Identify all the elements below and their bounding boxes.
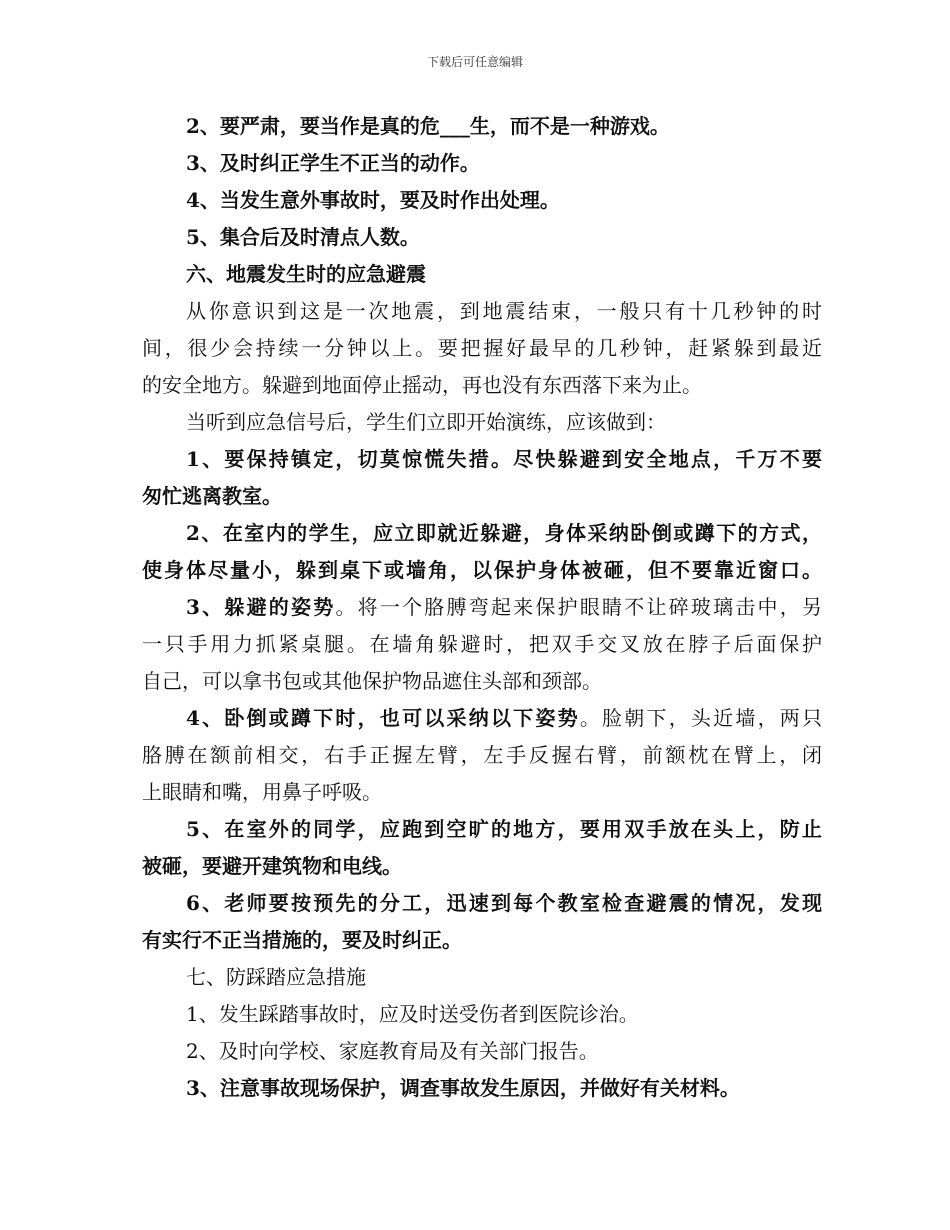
text-segment: 上眼睛和嘴，用鼻子呼吸。	[142, 780, 382, 804]
text-line	[142, 552, 822, 589]
text-segment: 2、要严肃，要当作是真的危___生，而不是一种游戏。	[186, 114, 670, 138]
text-segment: 。将一个胳膊弯起来保护眼睛不让碎玻璃击中，另	[335, 595, 822, 619]
text-line	[142, 811, 822, 848]
page-header: 下载后可任意编辑	[426, 55, 523, 69]
text-segment: 2、及时向学校、家庭教育局及有关部门报告。	[186, 1039, 599, 1063]
text-line	[142, 1070, 822, 1107]
text-segment: 4、卧倒或蹲下时，也可以采纳以下姿势	[186, 706, 580, 730]
text-segment: 从你意识到这是一次地震，到地震结束，一般只有十几秒钟的时	[186, 299, 822, 323]
text-line	[142, 219, 822, 256]
text-line	[142, 996, 822, 1033]
text-line	[142, 589, 822, 626]
text-segment: 3、及时纠正学生不正当的动作。	[186, 151, 480, 175]
text-segment: 3、注意事故现场保护，调查事故发生原因，并做好有关材料。	[186, 1076, 740, 1100]
text-segment: 的安全地方。躲避到地面停止摇动，再也没有东西落下来为止。	[142, 373, 702, 397]
text-segment: 使身体尽量小，躲到桌下或墙角，以保护身体被砸，但不要靠近窗口。	[142, 558, 822, 582]
text-line	[142, 330, 822, 367]
text-segment: 七、防踩踏应急措施	[186, 965, 366, 989]
text-segment: 胳膊在额前相交，右手正握左臂，左手反握右臂，前额枕在臂上，闭	[142, 743, 822, 767]
text-segment: 1、要保持镇定，切莫惊慌失措。尽快躲避到安全地点，千万不要	[186, 447, 822, 471]
text-segment: 5、在室外的同学，应跑到空旷的地方，要用双手放在头上，防止	[186, 817, 822, 841]
document-body	[142, 108, 822, 1107]
text-line	[142, 774, 822, 811]
text-line	[142, 256, 822, 293]
text-segment: 自己，可以拿书包或其他保护物品遮住头部和颈部。	[142, 669, 602, 693]
text-line	[142, 182, 822, 219]
text-segment: 被砸，要避开建筑物和电线。	[142, 854, 402, 878]
text-line	[142, 737, 822, 774]
text-segment: 一只手用力抓紧桌腿。在墙角躲避时，把双手交叉放在脖子后面保护	[142, 632, 822, 656]
text-line	[142, 700, 822, 737]
text-segment: 4、当发生意外事故时，要及时作出处理。	[186, 188, 560, 212]
text-line	[142, 441, 822, 478]
text-line	[142, 626, 822, 663]
text-line	[142, 1033, 822, 1070]
text-segment: 1、发生踩踏事故时，应及时送受伤者到医院诊治。	[186, 1002, 639, 1026]
text-segment: 2、在室内的学生，应立即就近躲避，身体采纳卧倒或蹲下的方式，	[186, 521, 822, 545]
text-line	[142, 515, 822, 552]
text-line	[142, 404, 822, 441]
text-line	[142, 848, 822, 885]
text-line	[142, 478, 822, 515]
text-segment: 。脸朝下，头近墙，两只	[579, 706, 822, 730]
text-segment: 6、老师要按预先的分工，迅速到每个教室检查避震的情况，发现	[186, 891, 822, 915]
text-segment: 有实行不正当措施的，要及时纠正。	[142, 928, 462, 952]
text-line	[142, 367, 822, 404]
text-segment: 3、躲避的姿势	[186, 595, 336, 619]
text-line	[142, 663, 822, 700]
text-segment: 六、地震发生时的应急避震	[186, 262, 426, 286]
text-segment: 5、集合后及时清点人数。	[186, 225, 420, 249]
text-segment: 匆忙逃离教室。	[142, 484, 282, 508]
text-line	[142, 885, 822, 922]
text-line	[142, 108, 822, 145]
text-line	[142, 922, 822, 959]
text-segment: 当听到应急信号后，学生们立即开始演练，应该做到：	[186, 410, 666, 434]
text-line	[142, 293, 822, 330]
text-line	[142, 959, 822, 996]
text-segment: 间，很少会持续一分钟以上。要把握好最早的几秒钟，赶紧躲到最近	[142, 336, 822, 360]
text-line	[142, 145, 822, 182]
